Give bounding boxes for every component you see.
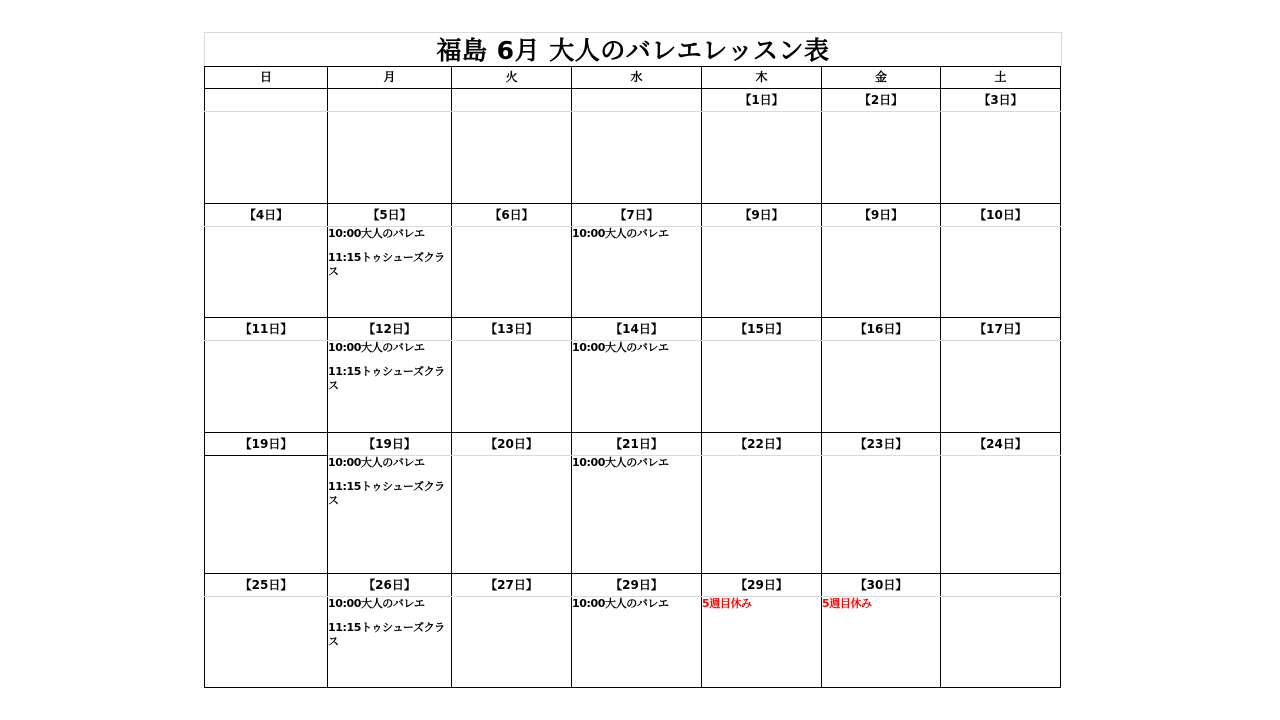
day-events-cell: [205, 597, 328, 688]
lesson-entry: 10:00大人のバレエ: [328, 456, 425, 469]
date-cell: 【10日】: [941, 204, 1061, 227]
date-cell: 【16日】: [822, 318, 941, 341]
day-events-cell: [328, 597, 452, 688]
day-events-cell: [822, 456, 941, 574]
day-events-cell: [702, 112, 822, 204]
page-title: 福島 6月 大人のバレエレッスン表: [204, 32, 1062, 67]
date-cell: [452, 89, 572, 112]
lesson-entry: 11:15トゥシューズクラス: [328, 480, 445, 507]
date-cell: [572, 89, 702, 112]
lesson-schedule-sheet: [204, 32, 1061, 698]
day-events-cell: [328, 112, 452, 204]
weekday-header-row: [205, 67, 1061, 89]
lesson-entry: 10:00大人のバレエ: [572, 227, 669, 240]
lesson-entry: 11:15トゥシューズクラス: [328, 621, 445, 648]
date-row: [205, 318, 1061, 341]
date-row: [205, 433, 1061, 456]
day-events-cell: [941, 112, 1061, 204]
date-cell: 【2日】: [822, 89, 941, 112]
date-row: [205, 89, 1061, 112]
date-cell: 【9日】: [702, 204, 822, 227]
day-events-cell: [822, 597, 941, 688]
date-cell: 【17日】: [941, 318, 1061, 341]
day-events-cell: [702, 456, 822, 574]
events-row: [205, 341, 1061, 433]
date-cell: 【13日】: [452, 318, 572, 341]
weekday-header-thu: 木: [702, 67, 822, 89]
day-events-cell: [452, 227, 572, 318]
date-cell: 【9日】: [822, 204, 941, 227]
day-events-cell: [328, 227, 452, 318]
date-cell: 【1日】: [702, 89, 822, 112]
day-events-cell: [205, 227, 328, 318]
date-cell: [941, 574, 1061, 597]
day-events-cell: [941, 597, 1061, 688]
day-events-cell: [702, 341, 822, 433]
date-cell: [205, 89, 328, 112]
day-events-cell: [822, 112, 941, 204]
day-events-cell: [572, 227, 702, 318]
day-events-cell: [822, 341, 941, 433]
day-events-cell: [572, 112, 702, 204]
lesson-entry: 10:00大人のバレエ: [572, 597, 669, 610]
events-row: [205, 456, 1061, 574]
date-cell: 【29日】: [702, 574, 822, 597]
day-events-cell: [452, 597, 572, 688]
date-cell: 【19日】: [205, 433, 328, 456]
date-cell: [328, 89, 452, 112]
date-cell: 【20日】: [452, 433, 572, 456]
date-cell: 【5日】: [328, 204, 452, 227]
day-events-cell: [452, 112, 572, 204]
events-row: [205, 227, 1061, 318]
weekday-header-sun: 日: [205, 67, 328, 89]
day-events-cell: [941, 227, 1061, 318]
lesson-entry: 10:00大人のバレエ: [328, 227, 425, 240]
weekday-header-sat: 土: [941, 67, 1061, 89]
date-cell: 【14日】: [572, 318, 702, 341]
day-events-cell: [328, 456, 452, 574]
weekday-header-wed: 水: [572, 67, 702, 89]
day-events-cell: [941, 456, 1061, 574]
date-cell: 【22日】: [702, 433, 822, 456]
weekday-header-mon: 月: [328, 67, 452, 89]
events-row: [205, 112, 1061, 204]
date-cell: 【29日】: [572, 574, 702, 597]
date-cell: 【19日】: [328, 433, 452, 456]
lesson-entry: 10:00大人のバレエ: [572, 456, 669, 469]
date-cell: 【25日】: [205, 574, 328, 597]
lesson-entry: 11:15トゥシューズクラス: [328, 251, 445, 278]
date-row: [205, 204, 1061, 227]
date-cell: 【15日】: [702, 318, 822, 341]
day-events-cell: [941, 341, 1061, 433]
day-events-cell: [702, 597, 822, 688]
date-cell: 【24日】: [941, 433, 1061, 456]
date-row: [205, 574, 1061, 597]
date-cell: 【7日】: [572, 204, 702, 227]
day-events-cell: [572, 456, 702, 574]
date-cell: 【23日】: [822, 433, 941, 456]
lesson-entry: 10:00大人のバレエ: [328, 341, 425, 354]
date-cell: 【21日】: [572, 433, 702, 456]
lesson-entry: 10:00大人のバレエ: [572, 341, 669, 354]
day-events-cell: [205, 112, 328, 204]
date-cell: 【30日】: [822, 574, 941, 597]
day-events-cell: [452, 341, 572, 433]
date-cell: 【26日】: [328, 574, 452, 597]
day-events-cell: [205, 456, 328, 574]
events-row: [205, 597, 1061, 688]
day-events-cell: [822, 227, 941, 318]
weekday-header-tue: 火: [452, 67, 572, 89]
lesson-entry: 10:00大人のバレエ: [328, 597, 425, 610]
date-cell: 【6日】: [452, 204, 572, 227]
weekday-header-fri: 金: [822, 67, 941, 89]
date-cell: 【12日】: [328, 318, 452, 341]
date-cell: 【27日】: [452, 574, 572, 597]
holiday-note: 5週目休み: [702, 597, 752, 610]
date-cell: 【11日】: [205, 318, 328, 341]
lesson-entry: 11:15トゥシューズクラス: [328, 365, 445, 392]
day-events-cell: [702, 227, 822, 318]
day-events-cell: [572, 597, 702, 688]
date-cell: 【3日】: [941, 89, 1061, 112]
calendar-table: [204, 66, 1061, 688]
date-cell: 【4日】: [205, 204, 328, 227]
day-events-cell: [205, 341, 328, 433]
day-events-cell: [452, 456, 572, 574]
day-events-cell: [572, 341, 702, 433]
day-events-cell: [328, 341, 452, 433]
holiday-note: 5週目休み: [822, 597, 872, 610]
